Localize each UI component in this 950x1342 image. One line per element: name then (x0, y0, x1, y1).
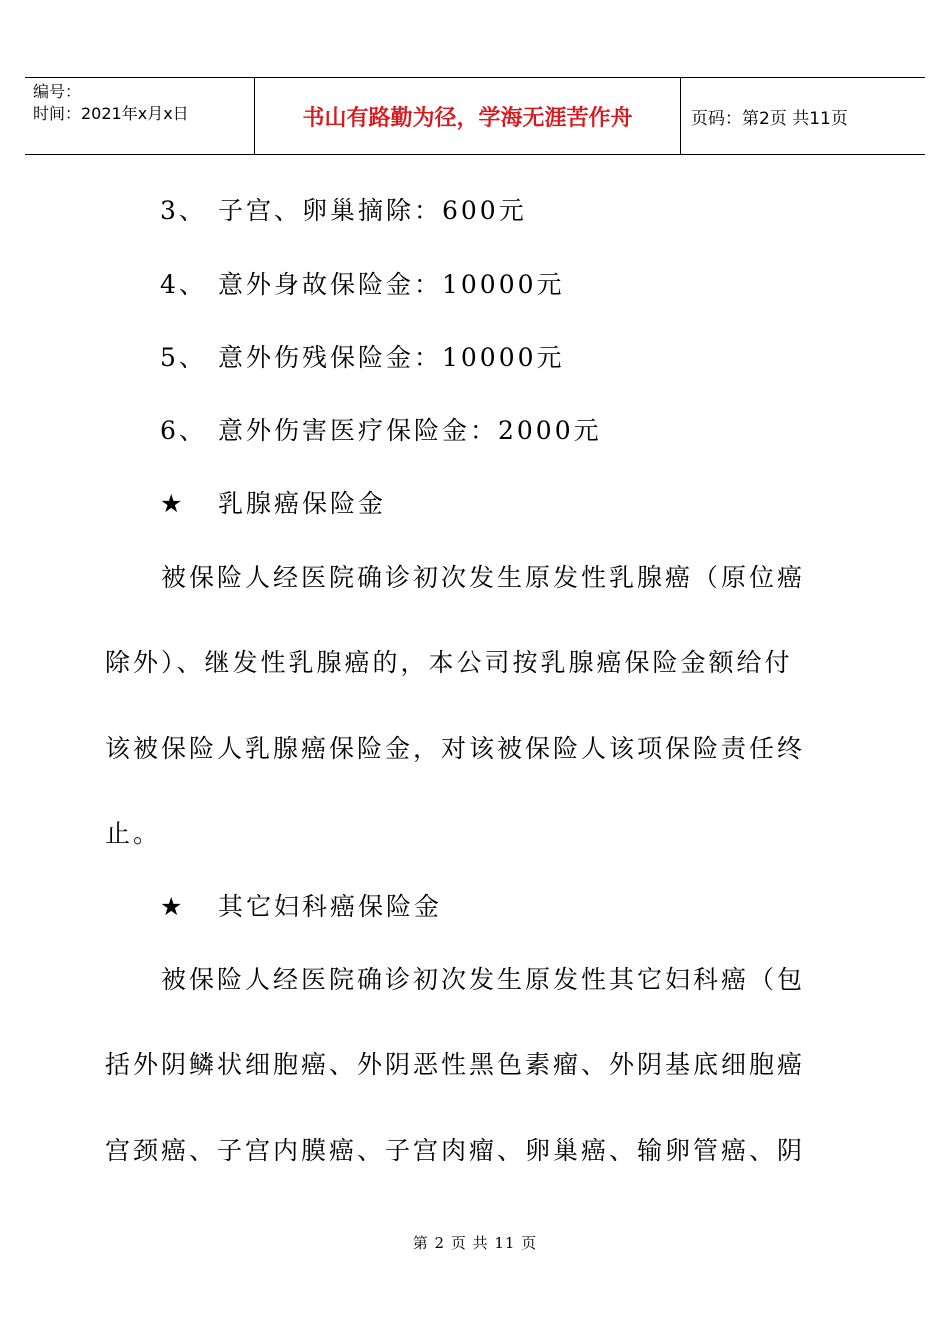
paragraph-line: 宫颈癌、子宫内膜癌、子宫肉瘤、卵巢癌、输卵管癌、阴 (105, 1136, 806, 1165)
header-page-number: 页码：第2页 共11页 (691, 108, 848, 129)
header-meta (33, 81, 189, 125)
list-item-number: 6、 (160, 416, 207, 445)
section-title: 乳腺癌保险金 (218, 489, 387, 518)
header-divider (680, 78, 681, 154)
list-item (160, 196, 527, 226)
paragraph-line: 括外阴鳞状细胞癌、外阴恶性黑色素瘤、外阴基底细胞癌 (105, 1050, 806, 1079)
document-time-label: 时间：2021年x月x日 (33, 104, 189, 123)
list-item-number: 5、 (160, 343, 207, 372)
list-item (160, 270, 565, 300)
document-number-label: 编号： (33, 82, 82, 101)
paragraph-line: 被保险人经医院确诊初次发生原发性其它妇科癌（包 (161, 965, 806, 994)
paragraph-line: 被保险人经医院确诊初次发生原发性乳腺癌（原位癌 (161, 563, 806, 592)
paragraph-line: 止。 (105, 819, 162, 848)
page-footer: 第 2 页 共 11 页 (412, 1234, 538, 1252)
header-motto: 书山有路勤为径，学海无涯苦作舟 (302, 105, 633, 131)
paragraph-line: 该被保险人乳腺癌保险金，对该被保险人该项保险责任终 (105, 734, 806, 763)
list-item-text: 子宫、卵巢摘除：600元 (218, 196, 527, 225)
list-item-number: 4、 (160, 270, 207, 299)
star-icon: ★ (160, 489, 186, 518)
list-item-number: 3、 (160, 196, 207, 225)
star-icon: ★ (160, 892, 186, 921)
list-item-text: 意外伤残保险金：10000元 (218, 343, 565, 372)
list-item (160, 343, 565, 373)
list-item (160, 416, 602, 446)
list-item-text: 意外身故保险金：10000元 (218, 270, 565, 299)
page-header (25, 77, 925, 155)
list-item-text: 意外伤害医疗保险金：2000元 (218, 416, 602, 445)
section-heading (160, 489, 386, 519)
paragraph-line: 除外）、继发性乳腺癌的，本公司按乳腺癌保险金额给付 (105, 648, 793, 677)
section-title: 其它妇科癌保险金 (218, 892, 443, 921)
section-heading (160, 892, 442, 922)
